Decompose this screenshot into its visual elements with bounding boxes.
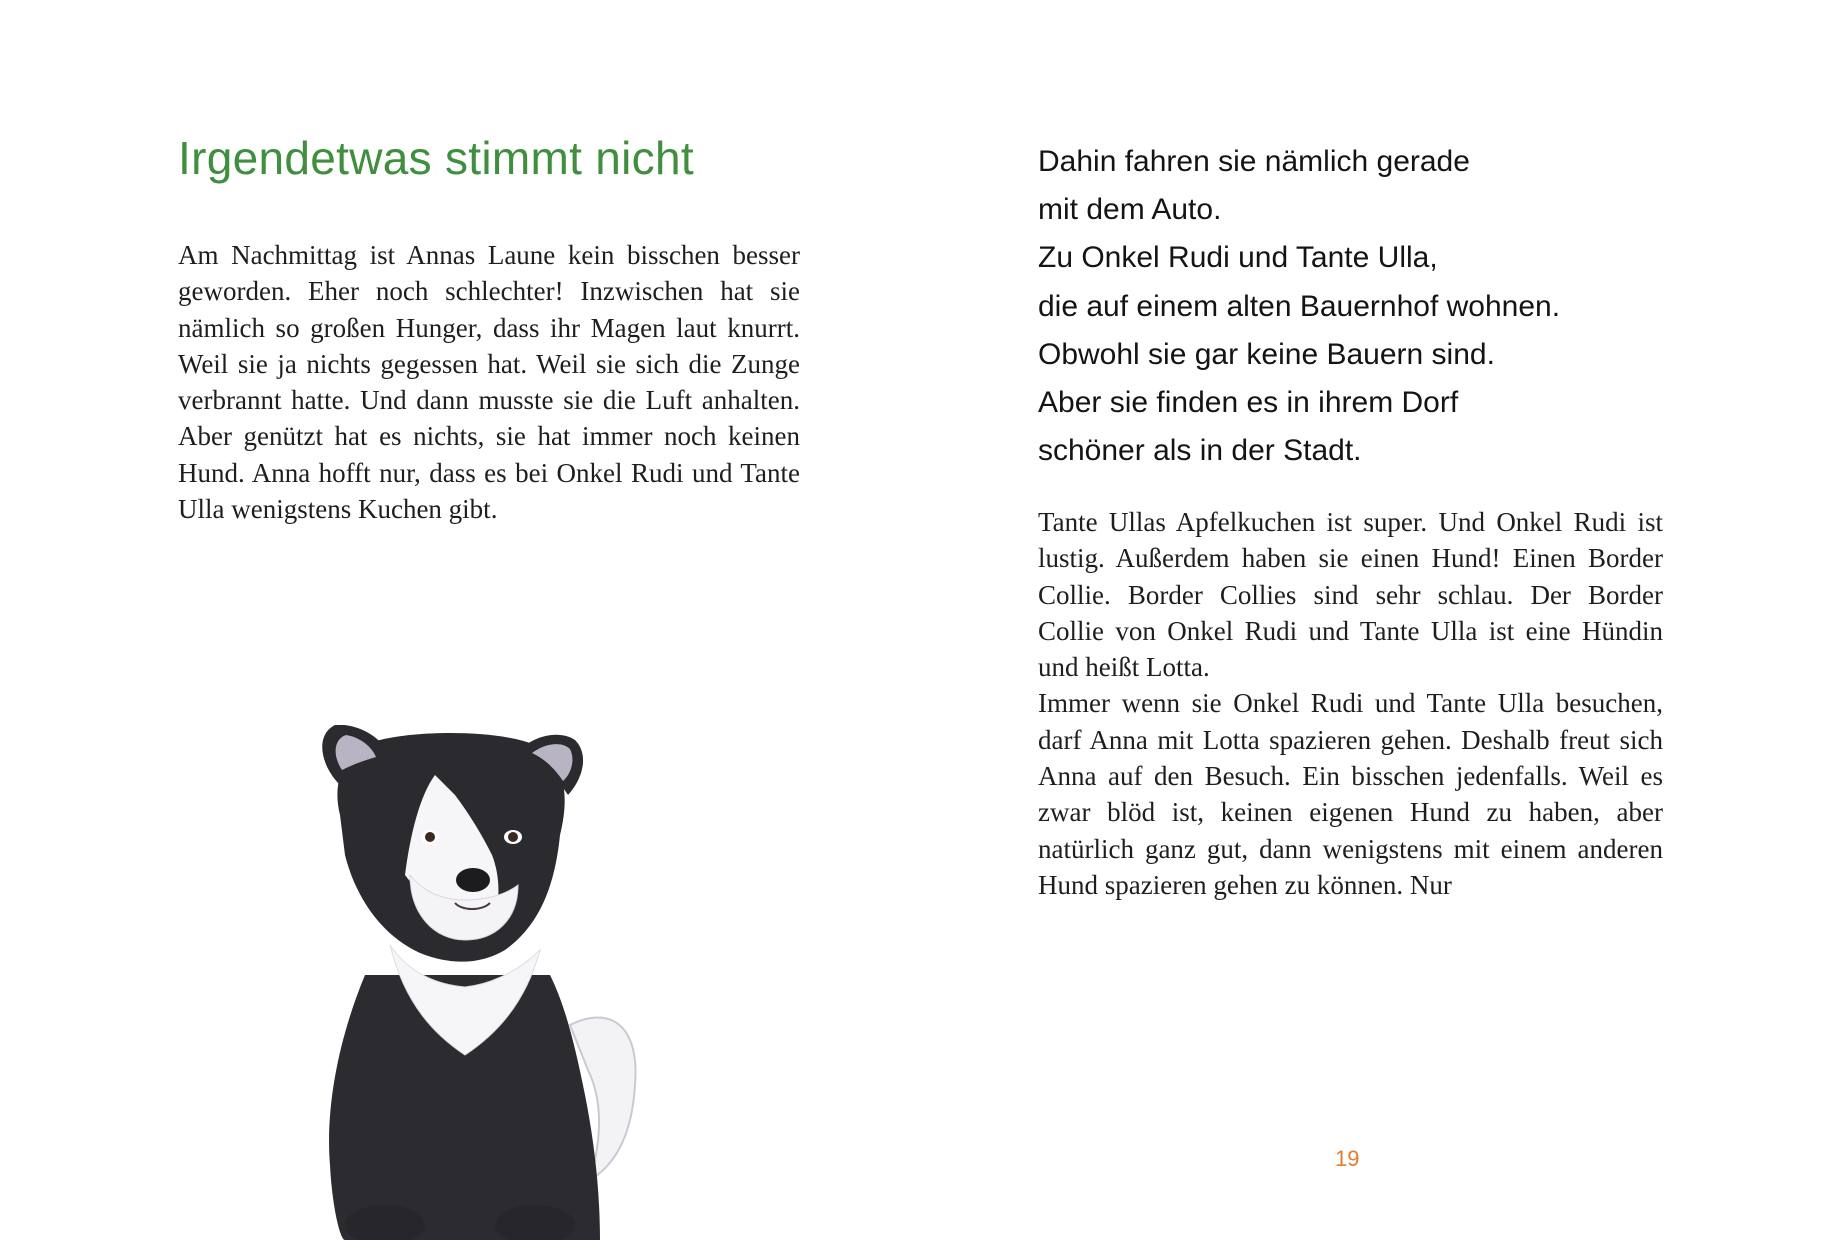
right-paragraph-1: Tante Ullas Apfelkuchen ist super. Und Onkel Rudi ist lustig. Außerdem haben sie einen Hund! Einen Border Collie. Border Collies sind sehr schlau. Der Border Collie von Onkel Rudi und Tante Ulla ist eine Hündin und heißt Lotta. — [1038, 507, 1663, 683]
easy-read-block — [1038, 138, 1738, 475]
page-number: 19 — [1335, 1146, 1360, 1171]
easy-read-line: mit dem Auto. — [1038, 193, 1222, 227]
left-paragraph: Am Nachmittag ist Annas Laune kein bisschen besser geworden. Eher noch schlechter! Inzwischen hat sie nämlich so großen Hunger, dass ihr Magen laut knurrt. Weil sie ja nichts gegessen hat. Weil sie sich die Zunge verbrannt hatte. Und dann musste sie die Luft anhalten. Aber genützt hat es nichts, sie hat immer noch keinen Hund. Anna hofft nur, dass es bei Onkel Rudi und Tante Ulla wenigstens Kuchen gibt. — [178, 240, 800, 525]
dog-left-pupil — [425, 832, 435, 842]
easy-read-line: schöner als in der Stadt. — [1038, 434, 1362, 468]
chapter-title: Irgendetwas stimmt nicht — [178, 132, 694, 184]
right-paragraph-2: Immer wenn sie Onkel Rudi und Tante Ulla besuchen, darf Anna mit Lotta spazieren gehen. Deshalb freut sich Anna auf den Besuch. Ein bisschen jedenfalls. Weil es zwar blöd ist, keinen eigenen Hund zu haben, aber natürlich ganz gut, dann wenigstens mit einem anderen Hund spazieren gehen zu können. Nur — [1038, 688, 1663, 900]
border-collie-illustration — [270, 725, 670, 1240]
left-page — [0, 0, 915, 1240]
easy-read-line: die auf einem alten Bauernhof wohnen. — [1038, 289, 1561, 323]
right-text-block — [1038, 504, 1663, 903]
dog-nose — [456, 868, 490, 892]
dog-right-pupil — [508, 832, 518, 842]
easy-read-line: Dahin fahren sie nämlich gerade — [1038, 145, 1470, 178]
easy-read-line: Obwohl sie gar keine Bauern sind. — [1038, 337, 1495, 371]
easy-read-line: Zu Onkel Rudi und Tante Ulla, — [1038, 241, 1438, 275]
easy-read-line: Aber sie finden es in ihrem Dorf — [1038, 386, 1459, 420]
right-page — [915, 0, 1831, 1240]
